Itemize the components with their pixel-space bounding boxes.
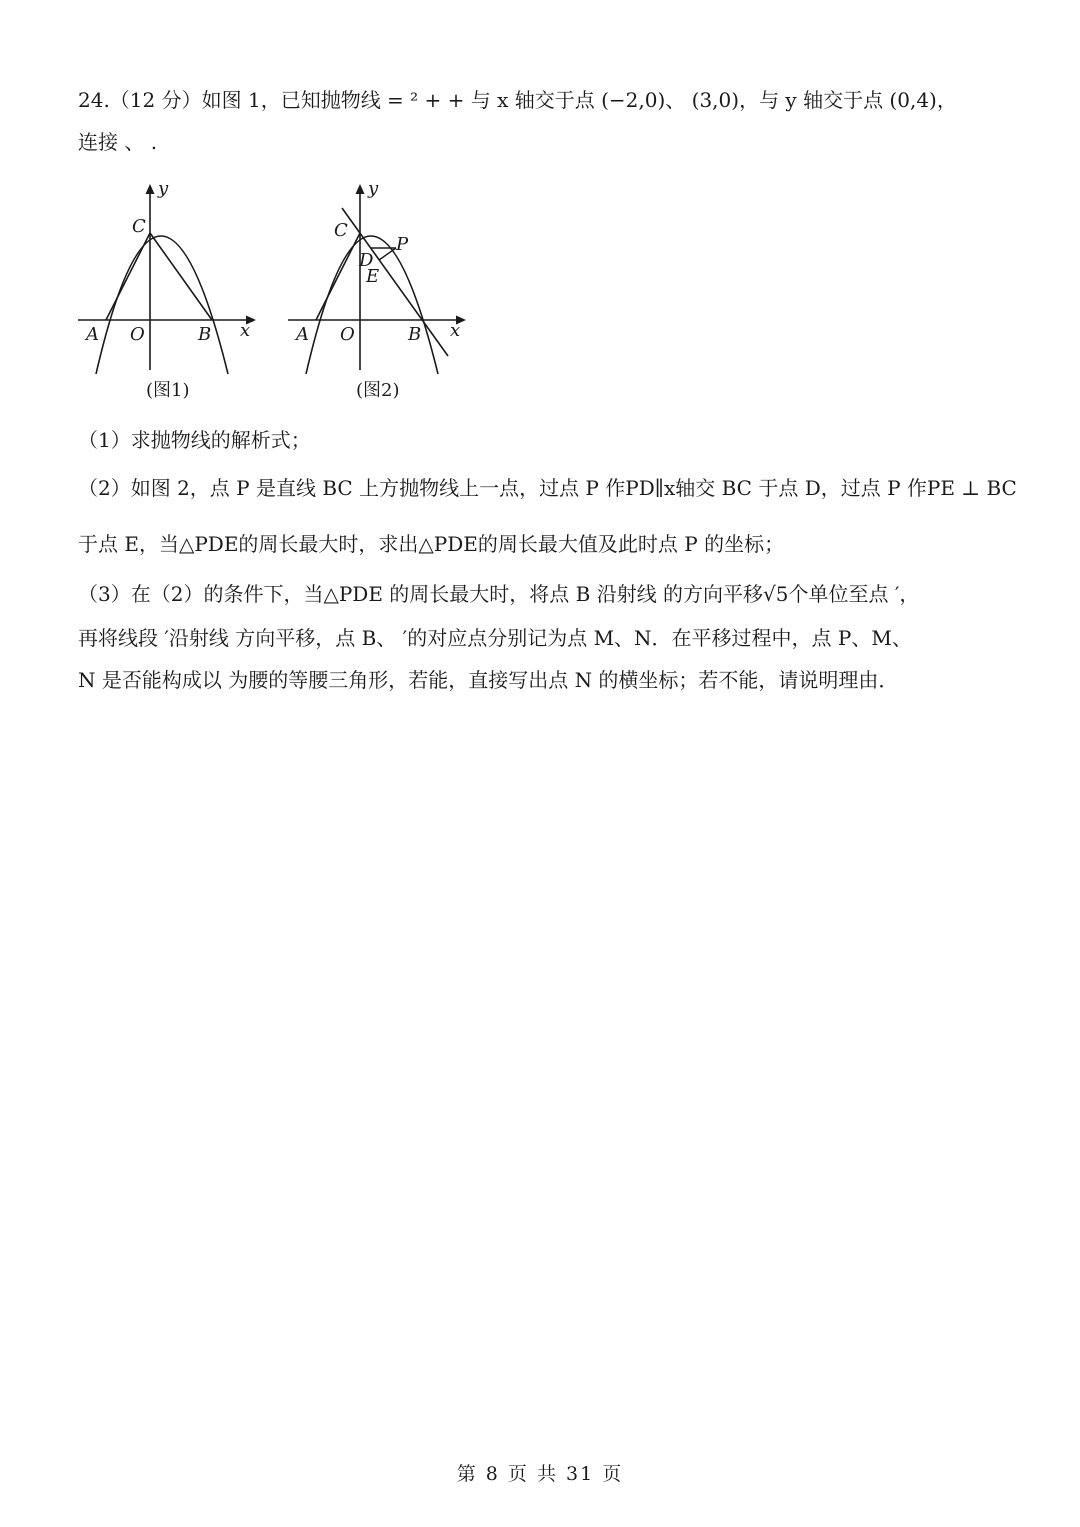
segment-bc: [150, 233, 212, 320]
label-x: x: [240, 320, 251, 341]
y-axis-arrow: [356, 184, 365, 194]
figure-2: [284, 176, 484, 376]
label-c: C: [132, 216, 146, 237]
label-a: A: [296, 324, 309, 345]
label-x: x: [450, 320, 461, 341]
figure-2-caption: (图2): [356, 380, 400, 401]
part-3-question-line-1: （3）在（2）的条件下，当△PDE 的周长最大时，将点 B 沿射线 的方向平移√5个单位至点 ′，: [78, 582, 920, 606]
label-y: y: [368, 178, 379, 199]
label-b: B: [408, 324, 422, 345]
parabola-curve: [96, 236, 228, 374]
segment-ac: [316, 233, 360, 320]
label-o: O: [130, 324, 145, 345]
page-footer: 第 8 页 共 31 页: [456, 1463, 624, 1485]
segment-ac: [106, 233, 150, 320]
part-3-question-line-2: 再将线段 ′沿射线 方向平移，点 B、 ′的对应点分别记为点 M、N．在平移过程中，点 P、M、: [78, 626, 912, 650]
label-b: B: [198, 324, 212, 345]
label-d: D: [359, 250, 374, 271]
line-bc: [342, 208, 448, 356]
label-y: y: [158, 178, 169, 199]
label-e: E: [366, 266, 380, 287]
part-2-question-line-1: （2）如图 2，点 P 是直线 BC 上方抛物线上一点，过点 P 作PD∥x轴交 BC 于点 D，过点 P 作PE ⊥ BC: [78, 476, 1017, 500]
y-axis-arrow: [146, 184, 155, 194]
label-p: P: [396, 234, 409, 255]
label-a: A: [86, 324, 99, 345]
part-1-question: （1）求抛物线的解析式；: [78, 428, 311, 452]
label-o: O: [340, 324, 355, 345]
problem-statement-line-1: 24.（12 分）如图 1，已知抛物线 = ² + + 与 x 轴交于点 (−2,0)、 (3,0)，与 y 轴交于点 (0,4)，: [78, 88, 957, 112]
segment-pe: [379, 248, 396, 260]
part-3-question-line-3: N 是否能构成以 为腰的等腰三角形，若能，直接写出点 N 的横坐标；若不能，请说明理由．: [78, 668, 899, 692]
figure-1: [74, 176, 264, 376]
part-2-question-line-2: 于点 E，当△PDE的周长最大时，求出△PDE的周长最大值及此时点 P 的坐标；: [78, 532, 785, 556]
label-c: C: [334, 220, 348, 241]
figure-1-caption: (图1): [146, 380, 190, 401]
problem-statement-line-2: 连接 、 .: [78, 130, 158, 154]
